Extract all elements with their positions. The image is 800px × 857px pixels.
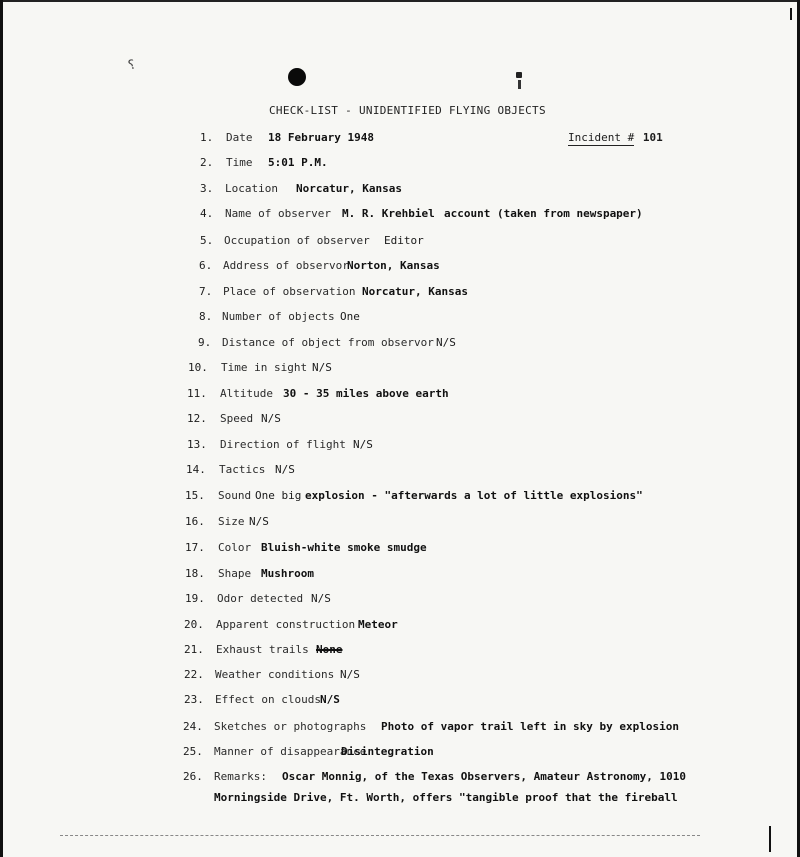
item-number: 21. xyxy=(184,643,204,656)
item-extra: account (taken from newspaper) xyxy=(444,207,643,220)
item-value: N/S xyxy=(312,361,332,374)
item-value: N/S xyxy=(311,592,331,605)
item-label: Sound xyxy=(218,489,252,502)
item-number: 13. xyxy=(187,438,207,451)
item-label: Time xyxy=(226,156,253,169)
scan-edge-left xyxy=(0,0,3,857)
item-number: 23. xyxy=(184,693,204,706)
item-label: Address of observor xyxy=(223,259,349,272)
item-number: 12. xyxy=(187,412,207,425)
item-label: Color xyxy=(218,541,252,554)
item-value: Norcatur, Kansas xyxy=(362,285,468,298)
item-label: Odor detected xyxy=(217,592,304,605)
item-value: One big xyxy=(255,489,302,502)
item-number: 22. xyxy=(184,668,204,681)
item-value: N/S xyxy=(320,693,340,706)
item-number: 19. xyxy=(185,592,205,605)
item-value: 30 - 35 miles above earth xyxy=(283,387,449,400)
item-value: N/S xyxy=(353,438,373,451)
item-label: Time in sight xyxy=(221,361,308,374)
item-label: Place of observation xyxy=(223,285,356,298)
item-label: Tactics xyxy=(219,463,266,476)
item-value: None xyxy=(316,643,343,656)
punch-hole-icon xyxy=(288,68,306,86)
item-value: Disintegration xyxy=(341,745,434,758)
item-number: 3. xyxy=(200,182,214,195)
item-label: Direction of flight xyxy=(220,438,346,451)
item-label: Distance of object from observor xyxy=(222,336,434,349)
item-number: 14. xyxy=(186,463,206,476)
item-number: 25. xyxy=(183,745,203,758)
item-label: Weather conditions xyxy=(215,668,335,681)
remarks-continuation: Morningside Drive, Ft. Worth, offers "tangible proof that the fireball xyxy=(214,791,678,804)
item-value: N/S xyxy=(261,412,281,425)
incident-label: Incident # xyxy=(568,131,635,144)
item-value: N/S xyxy=(249,515,269,528)
incident-number xyxy=(568,131,663,144)
item-number: 10. xyxy=(188,361,208,374)
item-number: 18. xyxy=(185,567,205,580)
item-number: 17. xyxy=(185,541,205,554)
item-label: Name of observer xyxy=(225,207,331,220)
item-label: Date xyxy=(226,131,253,144)
item-number: 20. xyxy=(184,618,204,631)
item-number: 15. xyxy=(185,489,205,502)
item-value: Norcatur, Kansas xyxy=(296,182,402,195)
item-value: One xyxy=(340,310,360,323)
item-number: 2. xyxy=(200,156,214,169)
item-number: 26. xyxy=(183,770,203,783)
item-label: Shape xyxy=(218,567,252,580)
item-value: N/S xyxy=(340,668,360,681)
item-value: Meteor xyxy=(358,618,398,631)
item-number: 4. xyxy=(200,207,214,220)
item-label: Location xyxy=(225,182,278,195)
item-value: Photo of vapor trail left in sky by explosion xyxy=(381,720,680,733)
scan-edge-top xyxy=(0,0,800,2)
item-number: 16. xyxy=(185,515,205,528)
item-value: M. R. Krehbiel xyxy=(342,207,435,220)
item-label: Number of objects xyxy=(222,310,335,323)
item-label: Occupation of observer xyxy=(224,234,370,247)
item-extra: explosion - "afterwards a lot of little explosions" xyxy=(305,489,643,502)
item-label: Size xyxy=(218,515,245,528)
item-value: Bluish-white smoke smudge xyxy=(261,541,427,554)
item-number: 24. xyxy=(183,720,203,733)
page-title: CHECK-LIST - UNIDENTIFIED FLYING OBJECTS xyxy=(269,104,546,117)
item-label: Effect on clouds xyxy=(215,693,321,706)
scan-edge-mark xyxy=(790,8,792,20)
item-label: Manner of disappearance xyxy=(214,745,367,758)
item-number: 1. xyxy=(200,131,214,144)
item-label: Exhaust trails xyxy=(216,643,309,656)
item-value: Mushroom xyxy=(261,567,314,580)
page-bottom-rule xyxy=(60,835,700,836)
item-value: Oscar Monnig, of the Texas Observers, Amateur Astronomy, 1010 xyxy=(282,770,686,783)
item-number: 5. xyxy=(200,234,214,247)
item-number: 11. xyxy=(187,387,207,400)
item-number: 7. xyxy=(199,285,213,298)
item-value: 18 February 1948 xyxy=(268,131,374,144)
exclamation-mark-icon xyxy=(516,72,522,90)
item-number: 9. xyxy=(198,336,212,349)
item-value: N/S xyxy=(275,463,295,476)
corner-mark-icon: ⸮ xyxy=(126,57,138,74)
item-value: N/S xyxy=(436,336,456,349)
scan-edge-mark xyxy=(769,826,771,852)
item-number: 6. xyxy=(199,259,213,272)
item-label: Altitude xyxy=(220,387,273,400)
item-value: Norton, Kansas xyxy=(347,259,440,272)
item-label: Sketches or photographs xyxy=(214,720,367,733)
item-label: Speed xyxy=(220,412,254,425)
incident-value: 101 xyxy=(642,131,663,144)
item-value: 5:01 P.M. xyxy=(268,156,328,169)
item-number: 8. xyxy=(199,310,213,323)
item-label: Apparent construction xyxy=(216,618,356,631)
item-label: Remarks: xyxy=(214,770,267,783)
item-value: Editor xyxy=(384,234,424,247)
